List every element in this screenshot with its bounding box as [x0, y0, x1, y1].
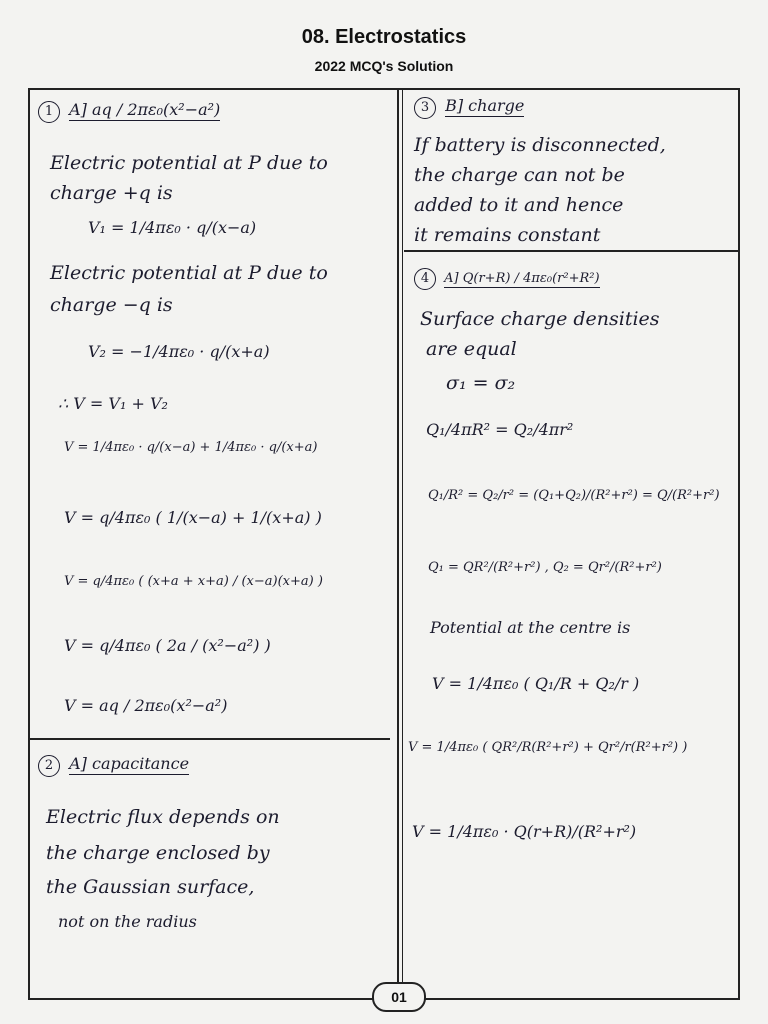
q4-line: are equal — [426, 338, 517, 360]
q4-line: Q₁ = QR²/(R²+r²) , Q₂ = Qr²/(R²+r²) — [428, 560, 662, 575]
q4-line: V = 1/4πε₀ ( QR²/R(R²+r²) + Qr²/r(R²+r²) ) — [408, 740, 688, 755]
q3-line: added to it and hence — [414, 194, 624, 216]
q1-line: ∴ V = V₁ + V₂ — [58, 394, 168, 413]
q3-line: If battery is disconnected, — [414, 134, 666, 156]
column-divider-inner — [402, 90, 403, 1000]
q2-line: not on the radius — [58, 912, 197, 931]
q1-line: charge +q is — [50, 182, 173, 204]
page-title: 08. Electrostatics — [301, 26, 467, 48]
q4-line: Potential at the centre is — [430, 618, 631, 637]
q4-line: σ₁ = σ₂ — [446, 372, 516, 394]
page-number: 01 — [372, 982, 426, 1012]
q4-line: Surface charge densities — [420, 308, 660, 330]
q4-line: V = 1/4πε₀ · Q(r+R)/(R²+r²) — [412, 822, 637, 841]
q3-line: the charge can not be — [414, 164, 625, 186]
column-divider — [397, 90, 399, 1000]
right-section-divider — [404, 250, 740, 252]
q2-line: the Gaussian surface, — [46, 876, 255, 898]
q4-answer: A] Q(r+R) / 4πε₀(r²+R²) — [444, 271, 600, 286]
q1-line: Electric potential at P due to — [50, 262, 328, 284]
q1-answer-heading — [38, 100, 220, 123]
q1-line: charge −q is — [50, 294, 173, 316]
left-section-divider — [30, 738, 390, 740]
q1-line: V = q/4πε₀ ( 2a / (x²−a²) ) — [64, 636, 271, 655]
q3-answer: B] charge — [445, 96, 525, 115]
q2-answer: A] capacitance — [69, 754, 190, 773]
q1-line: V₂ = −1/4πε₀ · q/(x+a) — [88, 342, 270, 361]
q4-number-badge: 4 — [414, 268, 436, 290]
q2-line: Electric flux depends on — [46, 806, 280, 828]
q1-line: Electric potential at P due to — [50, 152, 328, 174]
q1-line: V = aq / 2πε₀(x²−a²) — [64, 696, 228, 715]
page-subtitle: 2022 MCQ's Solution — [314, 58, 454, 74]
q3-line: it remains constant — [414, 224, 601, 246]
q1-line: V = 1/4πε₀ · q/(x−a) + 1/4πε₀ · q/(x+a) — [64, 440, 318, 455]
q2-number-badge: 2 — [38, 755, 60, 777]
q1-line: V = q/4πε₀ ( (x+a + x+a) / (x−a)(x+a) ) — [64, 574, 323, 589]
q1-line: V₁ = 1/4πε₀ · q/(x−a) — [88, 218, 257, 237]
q4-line: V = 1/4πε₀ ( Q₁/R + Q₂/r ) — [432, 674, 640, 693]
q4-line: Q₁/4πR² = Q₂/4πr² — [426, 420, 574, 439]
q2-line: the charge enclosed by — [46, 842, 270, 864]
q1-answer: A] aq / 2πε₀(x²−a²) — [69, 100, 221, 119]
q3-answer-heading — [414, 96, 524, 119]
q4-answer-heading — [414, 268, 600, 290]
q1-line: V = q/4πε₀ ( 1/(x−a) + 1/(x+a) ) — [64, 508, 322, 527]
q4-line: Q₁/R² = Q₂/r² = (Q₁+Q₂)/(R²+r²) = Q/(R²+r²) — [428, 488, 720, 503]
q1-number-badge: 1 — [38, 101, 60, 123]
q3-number-badge: 3 — [414, 97, 436, 119]
q2-answer-heading — [38, 754, 189, 777]
